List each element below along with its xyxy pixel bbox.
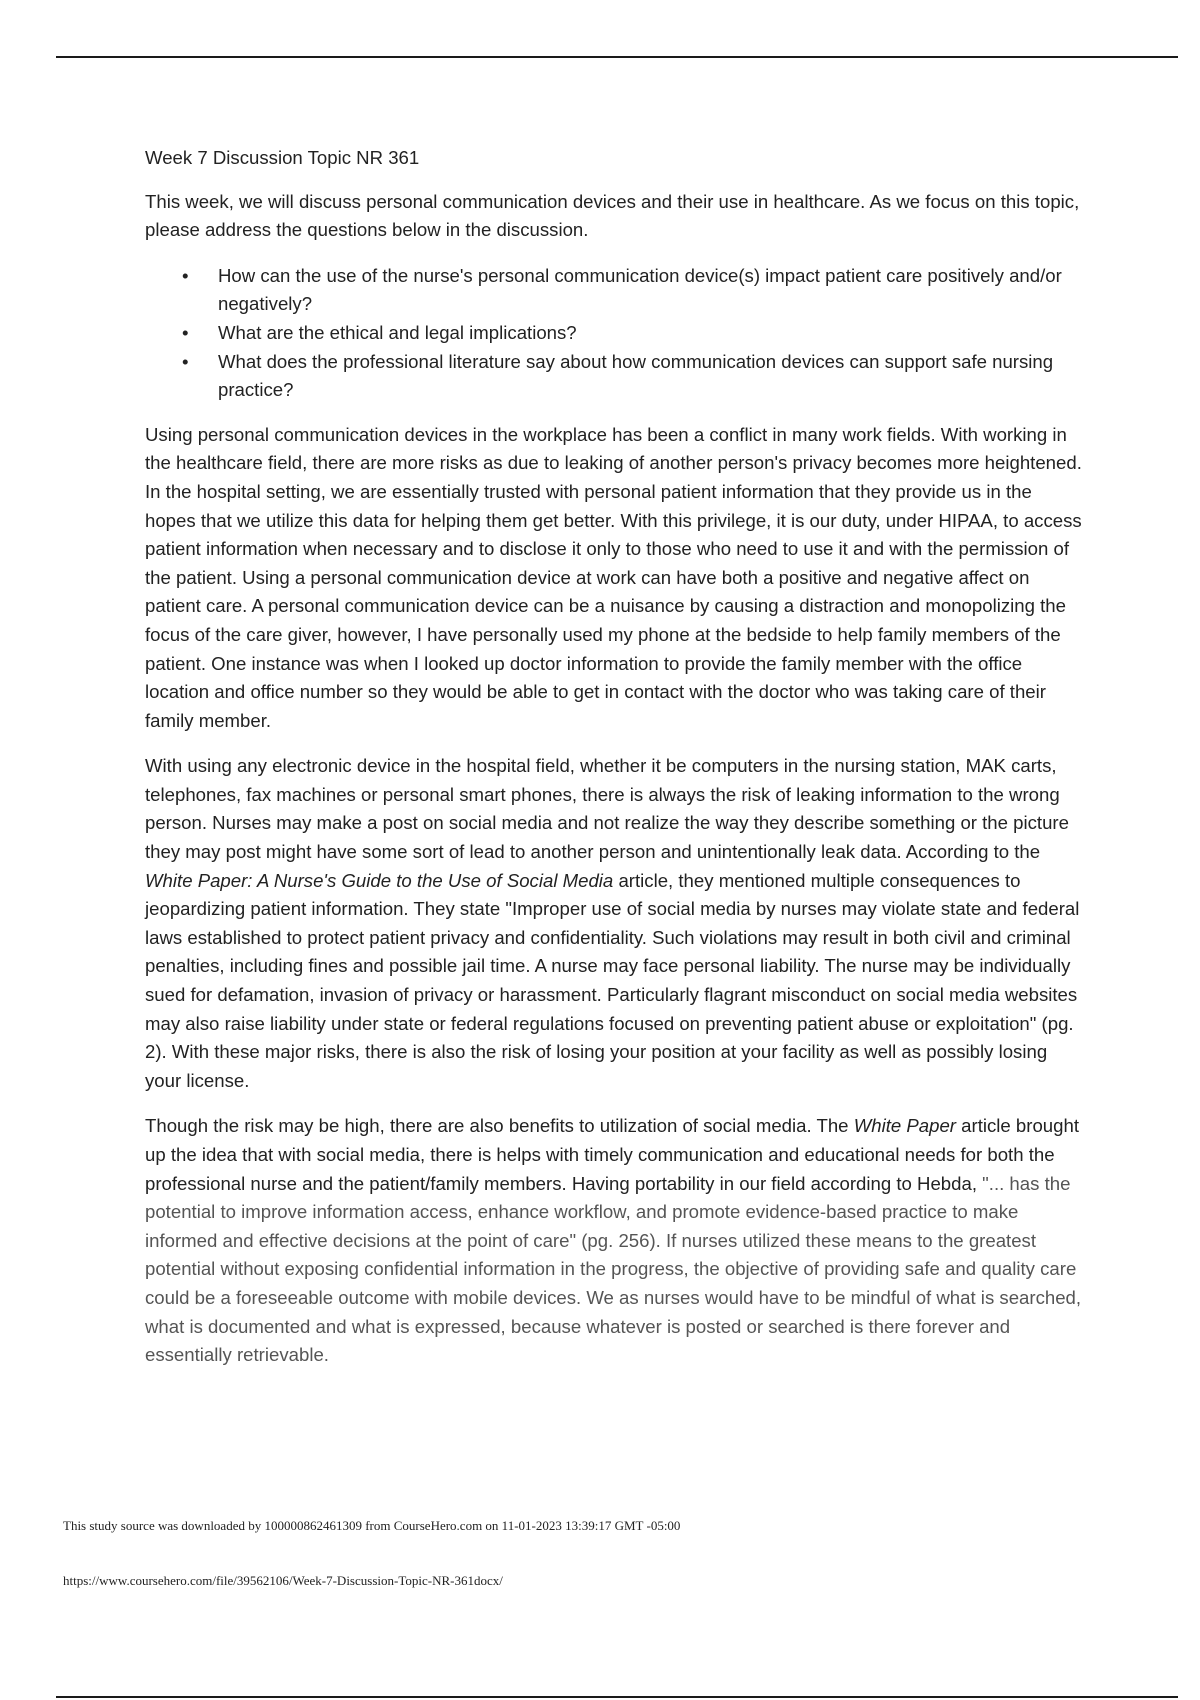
bullet-icon: • [182, 350, 189, 372]
quoted-text: "... has the potential to improve information access, enhance workflow, and promote evidence-based practice to make informed and effective decisions at the point of care" (pg. 256). If nurses utilized these means to the greatest potential without exposing confidential information in the progress, the objective of providing safe and quality care could be a foreseeable outcome with mobile devices. We as nurses would have to be mindful of what is searched, what is documented and what is expressed, because whatever is posted or searched is there forever and essentially retrievable. [145, 1172, 1082, 1366]
document-title: Week 7 Discussion Topic NR 361 [145, 147, 420, 168]
bullet-icon: • [182, 264, 189, 286]
bullet-icon: • [182, 321, 189, 343]
intro-paragraph: This week, we will discuss personal communication devices and their use in healthcare. As we focus on this topic, please address the questions below in the discussion. [145, 190, 1080, 241]
body-paragraph-1: Using personal communication devices in the workplace has been a conflict in many work fields. With working in the healthcare field, there are more risks as due to leaking of another person's privacy becomes more heightened. In the hospital setting, we are essentially trusted with personal patient information that they provide us in the hopes that we utilize this data for helping them get better. With this privilege, it is our duty, under HIPAA, to access patient information when necessary and to disclose it only to those who need to use it and with the permission of the patient. Using a personal communication device at work can have both a positive and negative affect on patient care. A personal communication device can be a nuisance by causing a distraction and monopolizing the focus of the care giver, however, I have personally used my phone at the bedside to help family members of the patient. One instance was when I looked up doctor information to provide the family member with the office location and office number so they would be able to get in contact with the doctor who was taking care of their family member. [145, 423, 1082, 731]
cited-article-title: White Paper [853, 1115, 956, 1137]
list-item [145, 262, 1085, 319]
top-rule [56, 56, 1178, 58]
question-list [145, 262, 1085, 405]
bottom-rule [56, 1696, 1178, 1698]
paragraph-text: article, they mentioned multiple consequences to jeopardizing patient information. They state "Improper use of social media by nurses may violate state and federal laws established to protect patient privacy and confidentiality. Such violations may result in both civil and criminal penalties, including fines and possible jail time. A nurse may face personal liability. The nurse may be individually sued for defamation, invasion of privacy or harassment. Particularly flagrant misconduct on social media websites may also raise liability under state or federal regulations focused on preventing patient abuse or exploitation" (pg. 2). With these major risks, there is also the risk of losing your position at your facility as well as possibly losing your license. [145, 869, 1080, 1091]
question-text: What are the ethical and legal implications? [218, 321, 577, 343]
list-item [145, 348, 1085, 405]
paragraph-text: article brought up the idea that with social media, there is helps with timely communication and educational needs for both the professional nurse and the patient/family members. Having portability in our field according to Hebda, [145, 1115, 1079, 1194]
question-text: How can the use of the nurse's personal communication device(s) impact patient care positively and/or negatively? [218, 264, 1062, 315]
list-item [145, 319, 1085, 348]
cited-article-title: White Paper: A Nurse's Guide to the Use of Social Media [145, 869, 614, 891]
source-url: https://www.coursehero.com/file/39562106/Week-7-Discussion-Topic-NR-361docx/ [63, 1573, 503, 1588]
body-paragraph-3 [145, 1112, 1085, 1369]
document-body [145, 144, 1085, 1387]
body-paragraph-2 [145, 752, 1085, 1095]
download-source-note: This study source was downloaded by 100000862461309 from CourseHero.com on 11-01-2023 13:39:17 GMT -05:00 [63, 1518, 681, 1533]
paragraph-text: Though the risk may be high, there are also benefits to utilization of social media. The [145, 1115, 854, 1137]
question-text: What does the professional literature say about how communication devices can support safe nursing practice? [218, 350, 1054, 401]
paragraph-text: With using any electronic device in the hospital field, whether it be computers in the nursing station, MAK carts, telephones, fax machines or personal smart phones, there is always the risk of leaking information to the wrong person. Nurses may make a post on social media and not realize the way they describe something or the picture they may post might have some sort of lead to another person and unintentionally leak data. According to the [145, 755, 1069, 863]
